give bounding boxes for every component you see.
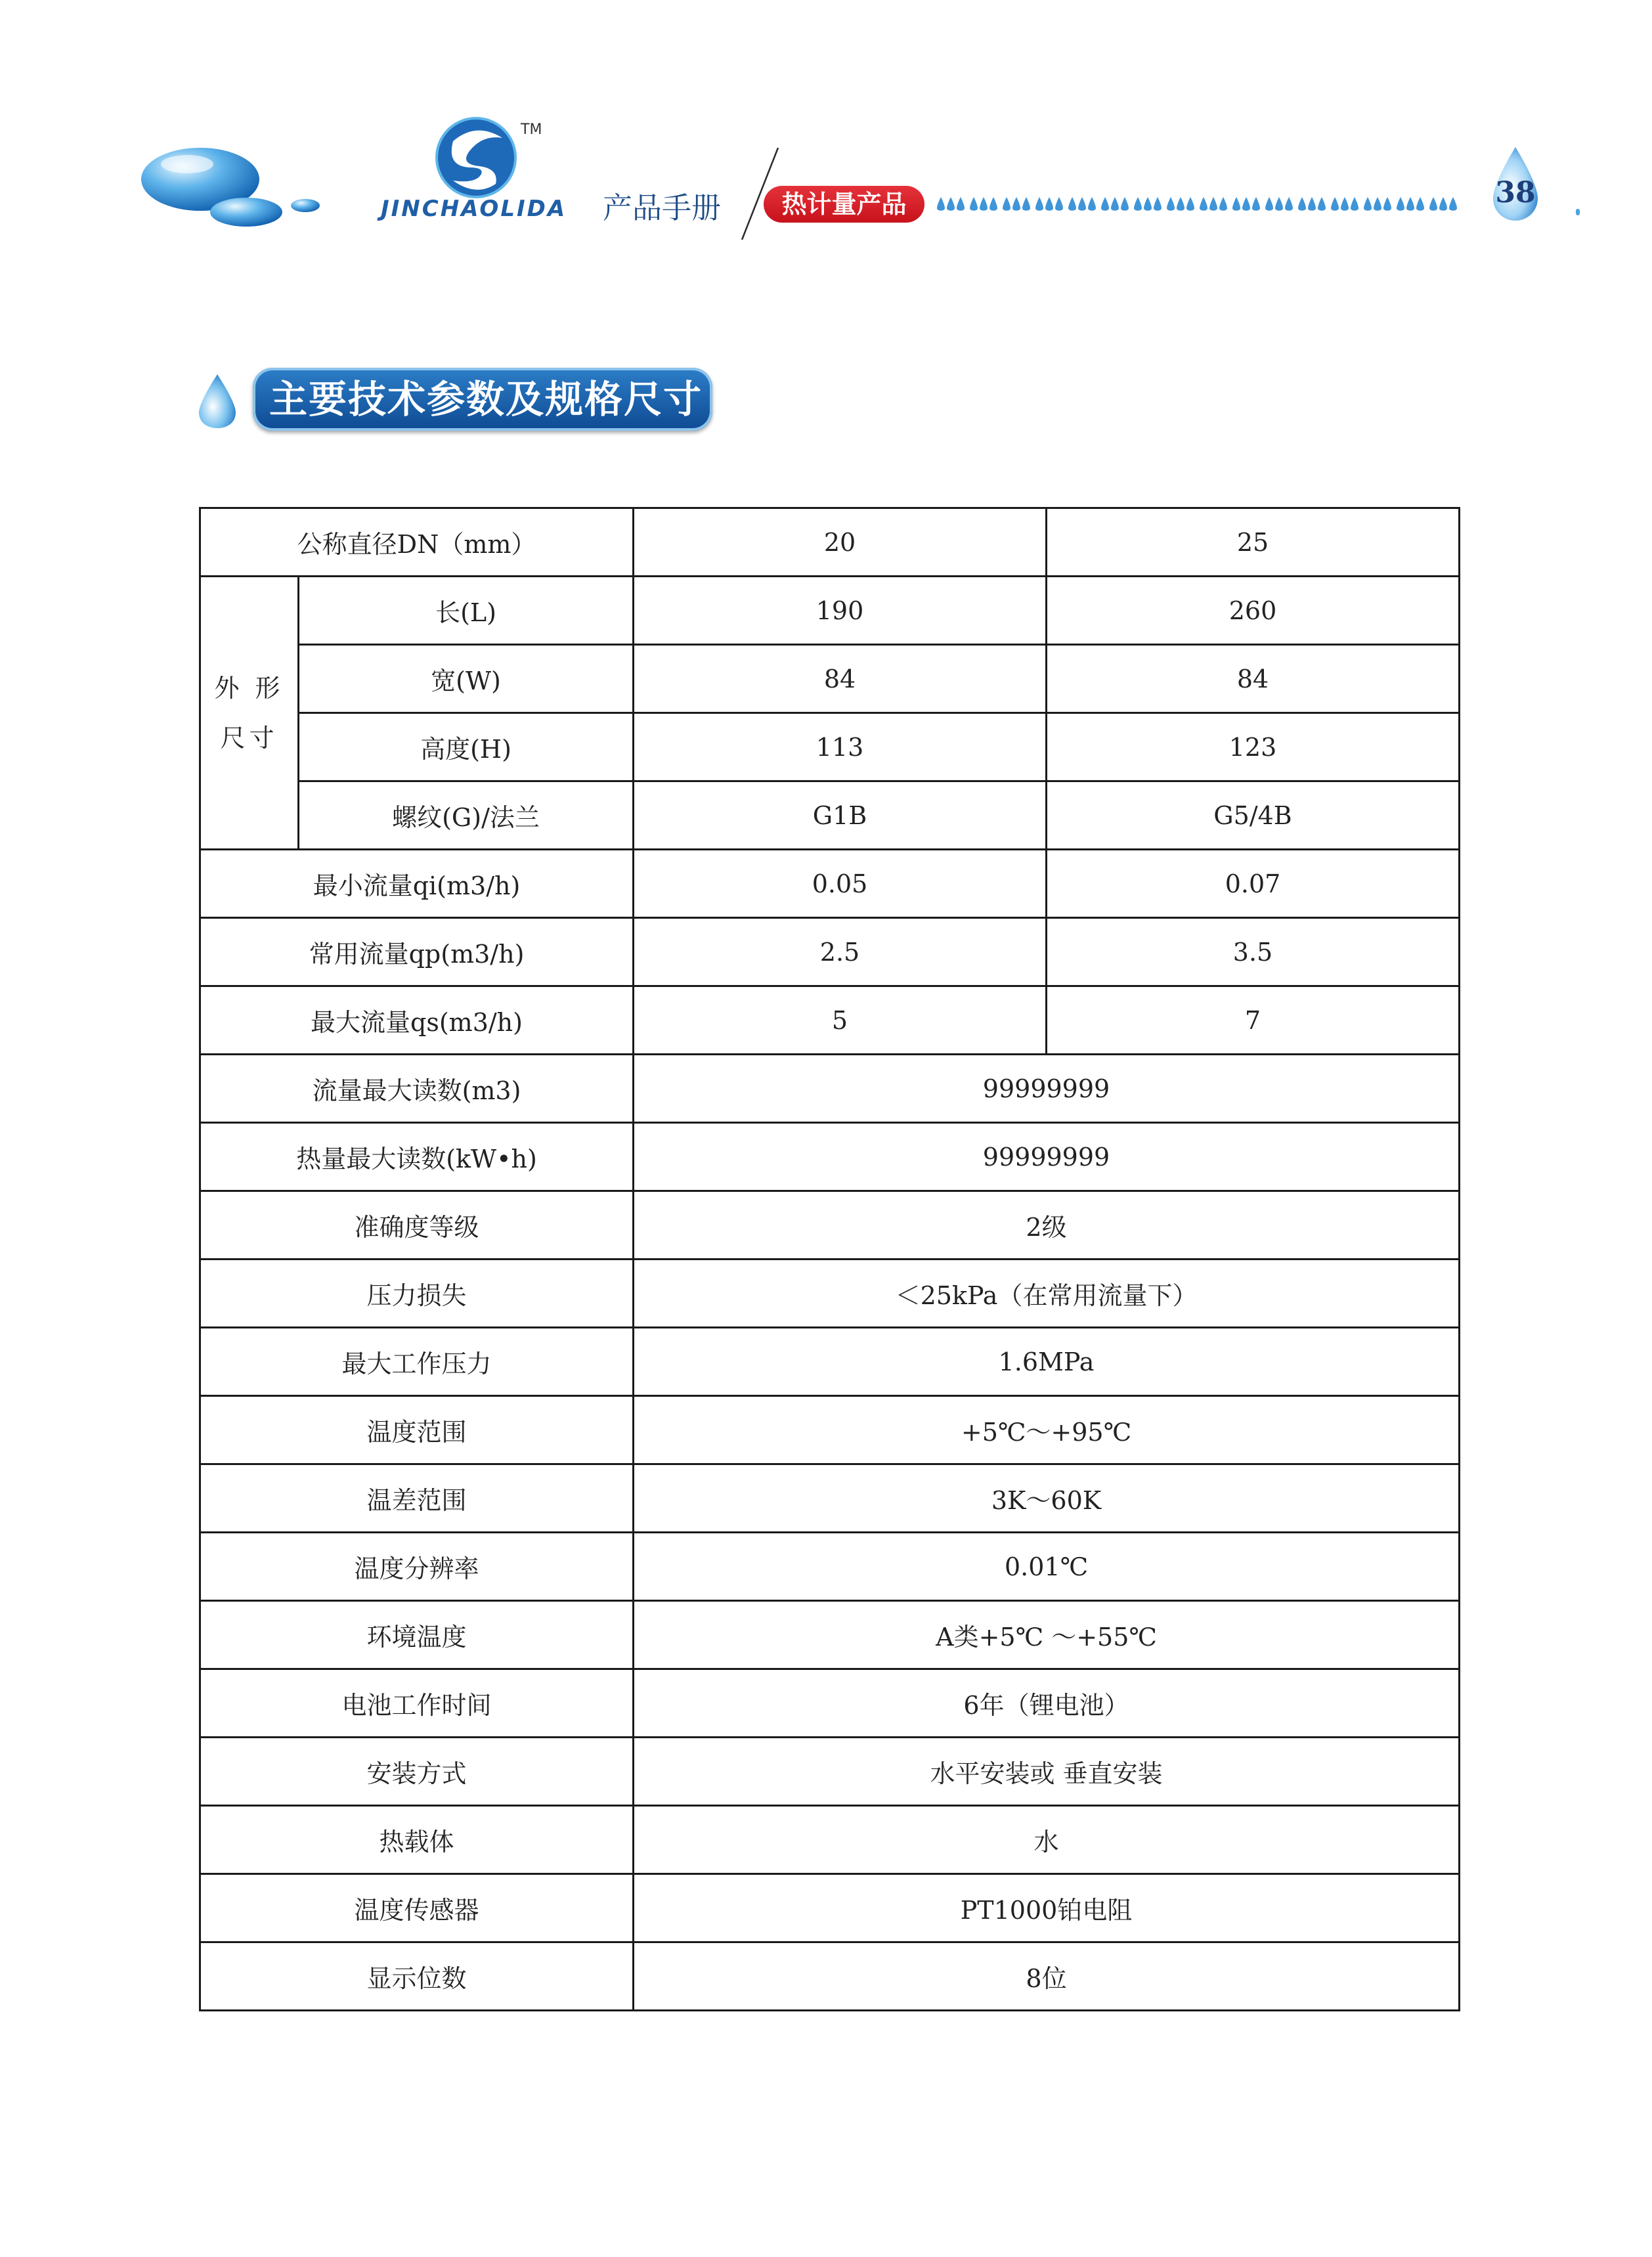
table-cell-label: 公称直径DN（mm） (200, 508, 634, 577)
small-drop-icon (1416, 197, 1424, 211)
table-cell-value: 123 (1047, 713, 1460, 781)
table-cell-value: 0.05 (634, 850, 1047, 918)
table-cell-value: 6年（锂电池） (634, 1669, 1460, 1738)
small-drop-icon (1397, 197, 1404, 211)
small-drop-icon (1200, 197, 1207, 211)
small-drop-icon (989, 197, 997, 211)
table-cell-label: 显示位数 (200, 1942, 634, 2011)
table-row (200, 577, 1460, 645)
small-drop-icon (1341, 197, 1349, 211)
table-row (200, 713, 1460, 781)
small-drop-icon (1242, 197, 1250, 211)
table-cell-value: A类+5℃ ～+55℃ (634, 1601, 1460, 1669)
table-row (200, 1874, 1460, 1942)
spec-table (199, 507, 1460, 2011)
small-drop-icon (1055, 197, 1063, 211)
section-title (253, 368, 712, 431)
small-drop-icon (1177, 197, 1185, 211)
table-cell-value: 190 (634, 577, 1047, 645)
table-cell-label: 最大工作压力 (200, 1328, 634, 1396)
group-label-line: 尺寸 (220, 723, 278, 753)
group-label-line: 外 形 (214, 673, 284, 703)
table-cell-value: 8位 (634, 1942, 1460, 2011)
edge-dot (1576, 209, 1580, 215)
small-drop-icon (1101, 197, 1109, 211)
small-drop-icon (1265, 197, 1273, 211)
small-drop-icon (1351, 197, 1359, 211)
table-row (200, 1942, 1460, 2011)
table-cell-value: 99999999 (634, 1055, 1460, 1123)
small-drop-icon (970, 197, 978, 211)
group-label-dimensions (200, 577, 299, 850)
small-drop-icon (1186, 197, 1194, 211)
table-cell-value: G5/4B (1047, 781, 1460, 850)
table-cell-label: 宽(W) (299, 645, 634, 713)
table-cell-label: 安装方式 (200, 1738, 634, 1806)
table-cell-value: ＜25kPa（在常用流量下） (634, 1260, 1460, 1328)
table-cell-value: 2级 (634, 1191, 1460, 1260)
table-cell-value: 84 (1047, 645, 1460, 713)
small-drop-icon (1219, 197, 1227, 211)
table-cell-label: 温度范围 (200, 1396, 634, 1464)
table-cell-label: 螺纹(G)/法兰 (299, 781, 634, 850)
table-row (200, 1533, 1460, 1601)
table-cell-value: 5 (634, 986, 1047, 1055)
table-row (200, 1123, 1460, 1191)
table-cell-value: G1B (634, 781, 1047, 850)
table-cell-value: 7 (1047, 986, 1460, 1055)
table-row (200, 1260, 1460, 1328)
small-drop-icon (1003, 197, 1011, 211)
small-drop-icon (1012, 197, 1020, 211)
section-drop-icon (197, 373, 238, 429)
table-row (200, 1464, 1460, 1533)
page-number: 38 (1495, 176, 1536, 209)
small-drop-icon (1035, 197, 1043, 211)
table-cell-value: 113 (634, 713, 1047, 781)
table-cell-value: 0.01℃ (634, 1533, 1460, 1601)
table-cell-label: 流量最大读数(m3) (200, 1055, 634, 1123)
section-title-text: 主要技术参数及规格尺寸 (269, 377, 703, 422)
small-drop-icon (1154, 197, 1162, 211)
small-drop-icon (980, 197, 988, 211)
small-drop-icon (1406, 197, 1414, 211)
small-drop-icon (1364, 197, 1372, 211)
table-row (200, 645, 1460, 713)
small-drop-icon (1331, 197, 1339, 211)
small-drop-icon (1374, 197, 1381, 211)
small-drop-icon (1449, 197, 1457, 211)
table-cell-value: 1.6MPa (634, 1328, 1460, 1396)
category-badge: 热计量产品 (764, 186, 924, 223)
table-cell-label: 准确度等级 (200, 1191, 634, 1260)
table-cell-value: 3.5 (1047, 918, 1460, 986)
small-drop-icon (1439, 197, 1447, 211)
table-cell-value: PT1000铂电阻 (634, 1874, 1460, 1942)
small-drop-icon (1318, 197, 1326, 211)
small-drop-icon (1285, 197, 1293, 211)
small-drop-icon (1068, 197, 1076, 211)
table-cell-label: 压力损失 (200, 1260, 634, 1328)
table-row (200, 781, 1460, 850)
small-drop-icon (957, 197, 965, 211)
small-drop-icon (1022, 197, 1030, 211)
jinchaolida-logo-icon (430, 115, 522, 200)
small-drop-icon (1088, 197, 1096, 211)
table-cell-value: 84 (634, 645, 1047, 713)
table-row (200, 1806, 1460, 1874)
small-drop-icon (1383, 197, 1391, 211)
table-cell-value: 260 (1047, 577, 1460, 645)
small-drop-icon (1045, 197, 1053, 211)
small-drop-icon (1111, 197, 1119, 211)
small-drop-icon (947, 197, 955, 211)
table-cell-label: 热量最大读数(kW•h) (200, 1123, 634, 1191)
table-cell-label: 最大流量qs(m3/h) (200, 986, 634, 1055)
drop-row-decoration (936, 192, 1461, 218)
table-cell-label: 温度分辨率 (200, 1533, 634, 1601)
small-drop-icon (937, 197, 945, 211)
small-drop-icon (1144, 197, 1152, 211)
table-row (200, 508, 1460, 577)
small-drop-icon (1121, 197, 1129, 211)
table-cell-value: 25 (1047, 508, 1460, 577)
small-drop-icon (1134, 197, 1142, 211)
table-row (200, 850, 1460, 918)
small-drop-icon (1275, 197, 1283, 211)
table-cell-value: 0.07 (1047, 850, 1460, 918)
table-cell-label: 常用流量qp(m3/h) (200, 918, 634, 986)
table-cell-label: 温差范围 (200, 1464, 634, 1533)
table-cell-label: 热载体 (200, 1806, 634, 1874)
table-row (200, 1601, 1460, 1669)
table-cell-label: 电池工作时间 (200, 1669, 634, 1738)
table-row (200, 918, 1460, 986)
table-row (200, 986, 1460, 1055)
small-drop-icon (1078, 197, 1086, 211)
table-row (200, 1396, 1460, 1464)
table-cell-label: 长(L) (299, 577, 634, 645)
table-cell-value: 3K～60K (634, 1464, 1460, 1533)
small-drop-icon (1232, 197, 1240, 211)
small-drop-icon (1252, 197, 1260, 211)
table-row (200, 1328, 1460, 1396)
table-cell-value: 水平安装或 垂直安装 (634, 1738, 1460, 1806)
manual-title: 产品手册 (603, 190, 722, 225)
table-row (200, 1738, 1460, 1806)
table-cell-label: 环境温度 (200, 1601, 634, 1669)
table-cell-label: 最小流量qi(m3/h) (200, 850, 634, 918)
table-row (200, 1669, 1460, 1738)
water-drops-decoration (138, 135, 322, 240)
small-drop-icon (1209, 197, 1217, 211)
small-drop-icon (1167, 197, 1175, 211)
small-drop-icon (1298, 197, 1306, 211)
table-row (200, 1191, 1460, 1260)
brand-name: JINCHAOLIDA (381, 196, 567, 222)
table-cell-label: 温度传感器 (200, 1874, 634, 1942)
table-cell-value: +5℃～+95℃ (634, 1396, 1460, 1464)
small-drop-icon (1429, 197, 1437, 211)
trademark-symbol: TM (521, 121, 542, 138)
small-drop-icon (1308, 197, 1316, 211)
table-cell-value: 2.5 (634, 918, 1047, 986)
table-cell-label: 高度(H) (299, 713, 634, 781)
table-cell-value: 水 (634, 1806, 1460, 1874)
table-cell-value: 20 (634, 508, 1047, 577)
table-row (200, 1055, 1460, 1123)
table-cell-value: 99999999 (634, 1123, 1460, 1191)
